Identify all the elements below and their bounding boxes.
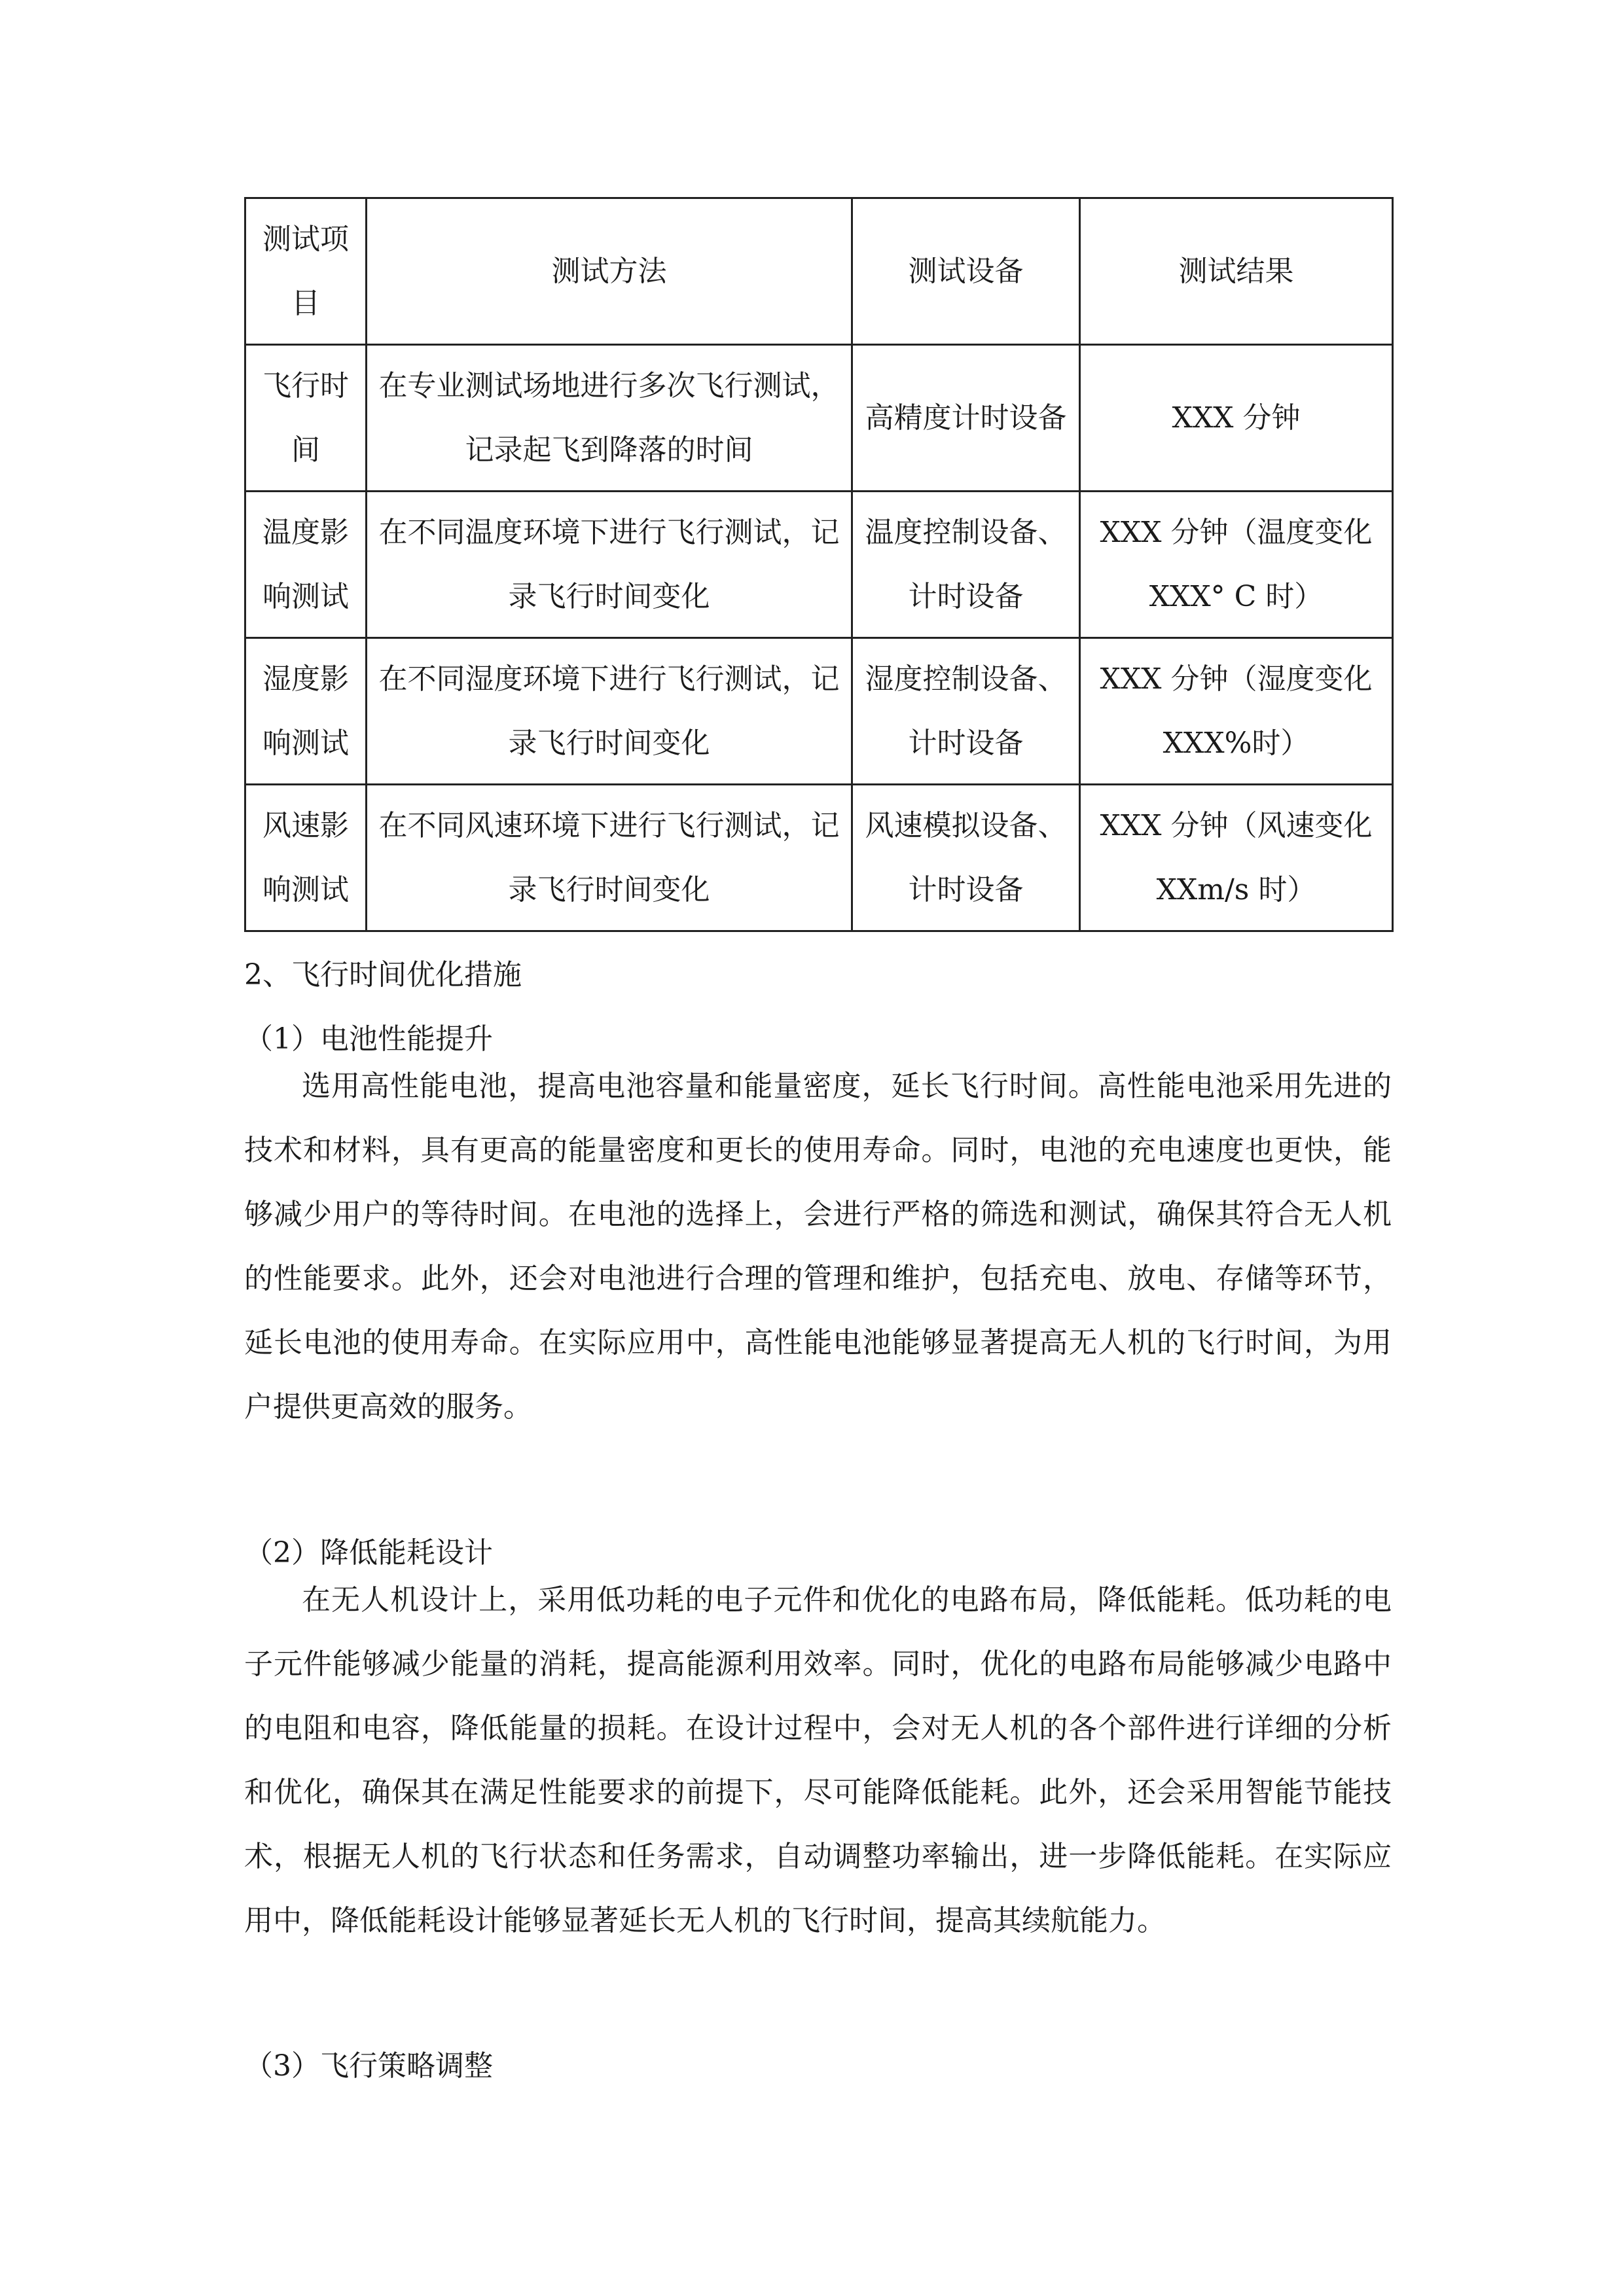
table-row <box>245 785 1393 931</box>
cell-item: 湿度影响测试 <box>245 638 367 785</box>
cell-result: XXX 分钟（温度变化 XXX° C 时） <box>1080 492 1393 638</box>
cell-item: 飞行时间 <box>245 345 367 492</box>
cell-item: 风速影响测试 <box>245 785 367 931</box>
table-row <box>245 492 1393 638</box>
subsection-title: （1）电池性能提升 <box>244 1022 493 1056</box>
cell-item: 温度影响测试 <box>245 492 367 638</box>
cell-method: 在不同湿度环境下进行飞行测试，记录飞行时间变化 <box>367 638 852 785</box>
cell-method: 在专业测试场地进行多次飞行测试，记录起飞到降落的时间 <box>367 345 852 492</box>
cell-device: 高精度计时设备 <box>852 345 1080 492</box>
subsection-title: （2）降低能耗设计 <box>244 1536 493 1570</box>
cell-method: 在不同风速环境下进行飞行测试，记录飞行时间变化 <box>367 785 852 931</box>
cell-result: XXX 分钟 <box>1080 345 1393 492</box>
header-cell-method: 测试方法 <box>367 198 852 345</box>
header-cell-item: 测试项目 <box>245 198 367 345</box>
subsection-title: （3）飞行策略调整 <box>244 2049 493 2083</box>
cell-method: 在不同温度环境下进行飞行测试，记录飞行时间变化 <box>367 492 852 638</box>
cell-device: 温度控制设备、计时设备 <box>852 492 1080 638</box>
section-heading: 2、飞行时间优化措施 <box>244 958 522 992</box>
paragraph: 在无人机设计上，采用低功耗的电子元件和优化的电路布局，降低能耗。低功耗的电子元件能够减少能量的消耗，提高能源利用效率。同时，优化的电路布局能够减少电路中的电阻和电容，降低能量的损耗。在设计过程中，会对无人机的各个部件进行详细的分析和优化，确保其在满足性能要求的前提下，尽可能降低能耗。此外，还会采用智能节能技术，根据无人机的飞行状态和任务需求，自动调整功率输出，进一步降低能耗。在实际应用中，降低能耗设计能够显著延长无人机的飞行时间，提高其续航能力。 <box>244 1583 1392 1937</box>
table-row <box>245 638 1393 785</box>
header-cell-result: 测试结果 <box>1080 198 1393 345</box>
cell-device: 湿度控制设备、计时设备 <box>852 638 1080 785</box>
header-cell-device: 测试设备 <box>852 198 1080 345</box>
table-row <box>245 345 1393 492</box>
table-header-row <box>245 198 1393 345</box>
test-table <box>244 197 1394 932</box>
cell-result: XXX 分钟（风速变化 XXm/s 时） <box>1080 785 1393 931</box>
cell-device: 风速模拟设备、计时设备 <box>852 785 1080 931</box>
paragraph: 选用高性能电池，提高电池容量和能量密度，延长飞行时间。高性能电池采用先进的技术和材料，具有更高的能量密度和更长的使用寿命。同时，电池的充电速度也更快，能够减少用户的等待时间。在电池的选择上，会进行严格的筛选和测试，确保其符合无人机的性能要求。此外，还会对电池进行合理的管理和维护，包括充电、放电、存储等环节，延长电池的使用寿命。在实际应用中，高性能电池能够显著提高无人机的飞行时间，为用户提供更高效的服务。 <box>244 1069 1392 1424</box>
cell-result: XXX 分钟（湿度变化 XXX%时） <box>1080 638 1393 785</box>
